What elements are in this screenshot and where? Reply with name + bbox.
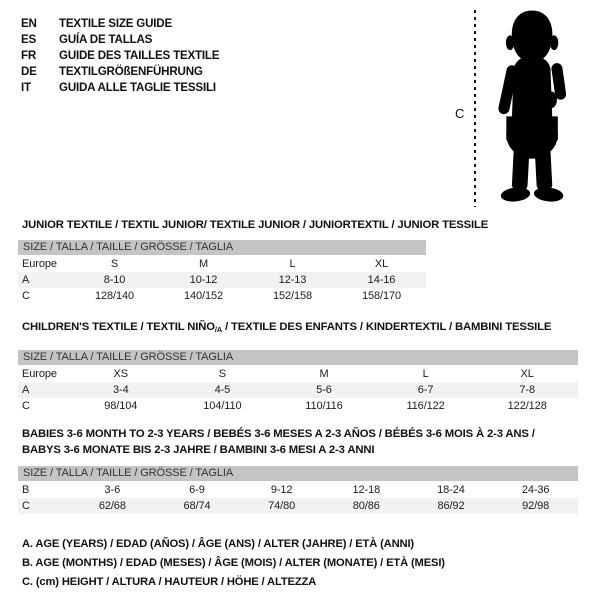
size-cell: 18-24	[437, 484, 465, 496]
size-cell: M	[319, 368, 329, 380]
baby-silhouette-icon	[487, 7, 579, 211]
size-cell: L	[289, 258, 296, 270]
size-cell: 140/152	[183, 290, 224, 302]
size-cell: 122/128	[507, 400, 547, 412]
size-cell: 68/74	[183, 500, 211, 512]
size-row-label: B	[22, 484, 30, 496]
size-cell: 3-6	[104, 484, 121, 496]
size-row-label: C	[22, 290, 30, 302]
language-title: GUIDE DES TAILLES TEXTILE	[59, 49, 220, 63]
size-table-row	[18, 366, 578, 382]
size-cell: S	[110, 258, 119, 270]
size-cell: 110/116	[305, 400, 343, 412]
size-table-row	[18, 382, 578, 398]
language-code: EN	[21, 17, 37, 31]
size-table-row	[18, 398, 578, 414]
childrens-size-grid	[18, 366, 578, 414]
language-code: FR	[21, 49, 37, 63]
size-cell: 92/98	[522, 500, 550, 512]
size-cell: 12-18	[352, 484, 381, 496]
size-cell: 98/104	[104, 400, 138, 412]
language-row	[21, 48, 219, 64]
size-table-row	[18, 256, 426, 272]
size-row-label: A	[22, 384, 30, 396]
size-row-label: Europe	[22, 258, 57, 270]
size-cell: 6-9	[189, 484, 205, 496]
size-row-label: Europe	[22, 368, 57, 380]
size-cell: 10-12	[189, 274, 218, 286]
size-cell: 86/92	[437, 500, 465, 512]
size-cell: 104/110	[203, 400, 242, 412]
language-title: GUIDA ALLE TAGLIE TESSILI	[59, 81, 216, 94]
language-title: TEXTILE SIZE GUIDE	[59, 17, 172, 31]
junior-size-grid	[18, 256, 426, 304]
size-cell: 14-16	[367, 274, 396, 286]
size-cell: XL	[374, 258, 389, 270]
childrens-size-header-bar: SIZE / TALLA / TAILLE / GRÖSSE / TAGLIA	[18, 350, 578, 365]
size-table-row	[18, 482, 578, 498]
size-cell: 8-10	[103, 274, 126, 286]
size-row-label: C	[22, 400, 30, 412]
childrens-size-table	[18, 350, 578, 414]
legend-note-b: B. AGE (MONTHS) / EDAD (MESES) / ÂGE (MOIS) / ALTER (MONATE) / ETÀ (MESI)	[22, 557, 445, 569]
size-cell: 116/122	[406, 400, 445, 412]
childrens-title-text: / TEXTILE DES ENFANTS / KINDERTEXTIL / BAMBINI TESSILE	[222, 321, 552, 333]
legend-note-a: A. AGE (YEARS) / EDAD (AÑOS) / ÂGE (ANS) / ALTER (JAHRE) / ETÀ (ANNI)	[22, 538, 414, 550]
size-cell: 152/158	[272, 290, 313, 302]
language-row	[21, 80, 219, 96]
size-cell: 80/86	[352, 500, 380, 512]
language-title: TEXTILGRÖßENFÜHRUNG	[59, 65, 203, 79]
language-title: GUÍA DE TALLAS	[59, 33, 153, 47]
size-cell: M	[198, 258, 209, 270]
size-cell: 62/68	[98, 500, 126, 512]
size-cell: 128/140	[94, 290, 135, 302]
legend-note-c: C. (cm) HEIGHT / ALTURA / HAUTEUR / HÖHE / ALTEZZA	[22, 576, 317, 588]
language-code: DE	[21, 65, 37, 79]
size-cell: 3-4	[112, 384, 129, 396]
height-measure-line	[474, 10, 476, 207]
size-table-row	[18, 288, 426, 304]
size-cell: 74/80	[268, 500, 296, 512]
babies-size-header-bar: SIZE / TALLA / TAILLE / GRÖSSE / TAGLIA	[18, 466, 578, 481]
language-row	[21, 64, 219, 80]
size-cell: 12-13	[278, 274, 307, 286]
size-cell: 7-8	[519, 384, 535, 396]
babies-title-line1: BABIES 3-6 MONTH TO 2-3 YEARS / BEBÉS 3-6 MESES A 2-3 AÑOS / BÉBÉS 3-6 MOIS À 2-3 ANS /	[22, 428, 535, 440]
size-cell: 4-5	[214, 384, 231, 396]
junior-section-title: JUNIOR TEXTILE / TEXTIL JUNIOR/ TEXTILE JUNIOR / JUNIORTEXTIL / JUNIOR TESSILE	[22, 219, 489, 231]
size-cell: S	[218, 368, 227, 380]
size-cell: 6-7	[417, 384, 434, 396]
size-cell: 158/170	[361, 290, 402, 302]
size-cell: 5-6	[316, 384, 332, 396]
childrens-title-text: CHILDREN'S TEXTILE / TEXTIL NIÑO	[22, 321, 215, 333]
language-code: ES	[21, 33, 37, 47]
size-cell: 9-12	[270, 484, 293, 496]
height-measure-label: C	[455, 106, 465, 121]
childrens-section-title	[22, 321, 551, 334]
size-cell: L	[422, 368, 429, 380]
language-row	[21, 32, 219, 48]
junior-size-table	[18, 240, 426, 304]
size-cell: XL	[520, 368, 534, 380]
size-row-label: C	[22, 500, 30, 512]
language-code: IT	[21, 81, 31, 94]
babies-size-grid	[18, 482, 578, 514]
junior-size-header-bar: SIZE / TALLA / TAILLE / GRÖSSE / TAGLIA	[18, 240, 426, 255]
childrens-title-subscript: /A	[214, 325, 223, 334]
language-row	[21, 16, 219, 32]
babies-size-table	[18, 466, 578, 514]
size-table-row	[18, 272, 426, 288]
babies-title-line2: BABYS 3-6 MONATE BIS 2-3 JAHRE / BAMBINI 3-6 MESI A 2-3 ANNI	[22, 443, 375, 456]
language-header	[21, 16, 219, 95]
size-cell: XS	[113, 368, 129, 380]
babies-section-title	[22, 427, 535, 458]
size-row-label: A	[22, 274, 30, 286]
size-table-row	[18, 498, 578, 514]
size-cell: 24-36	[521, 484, 550, 496]
